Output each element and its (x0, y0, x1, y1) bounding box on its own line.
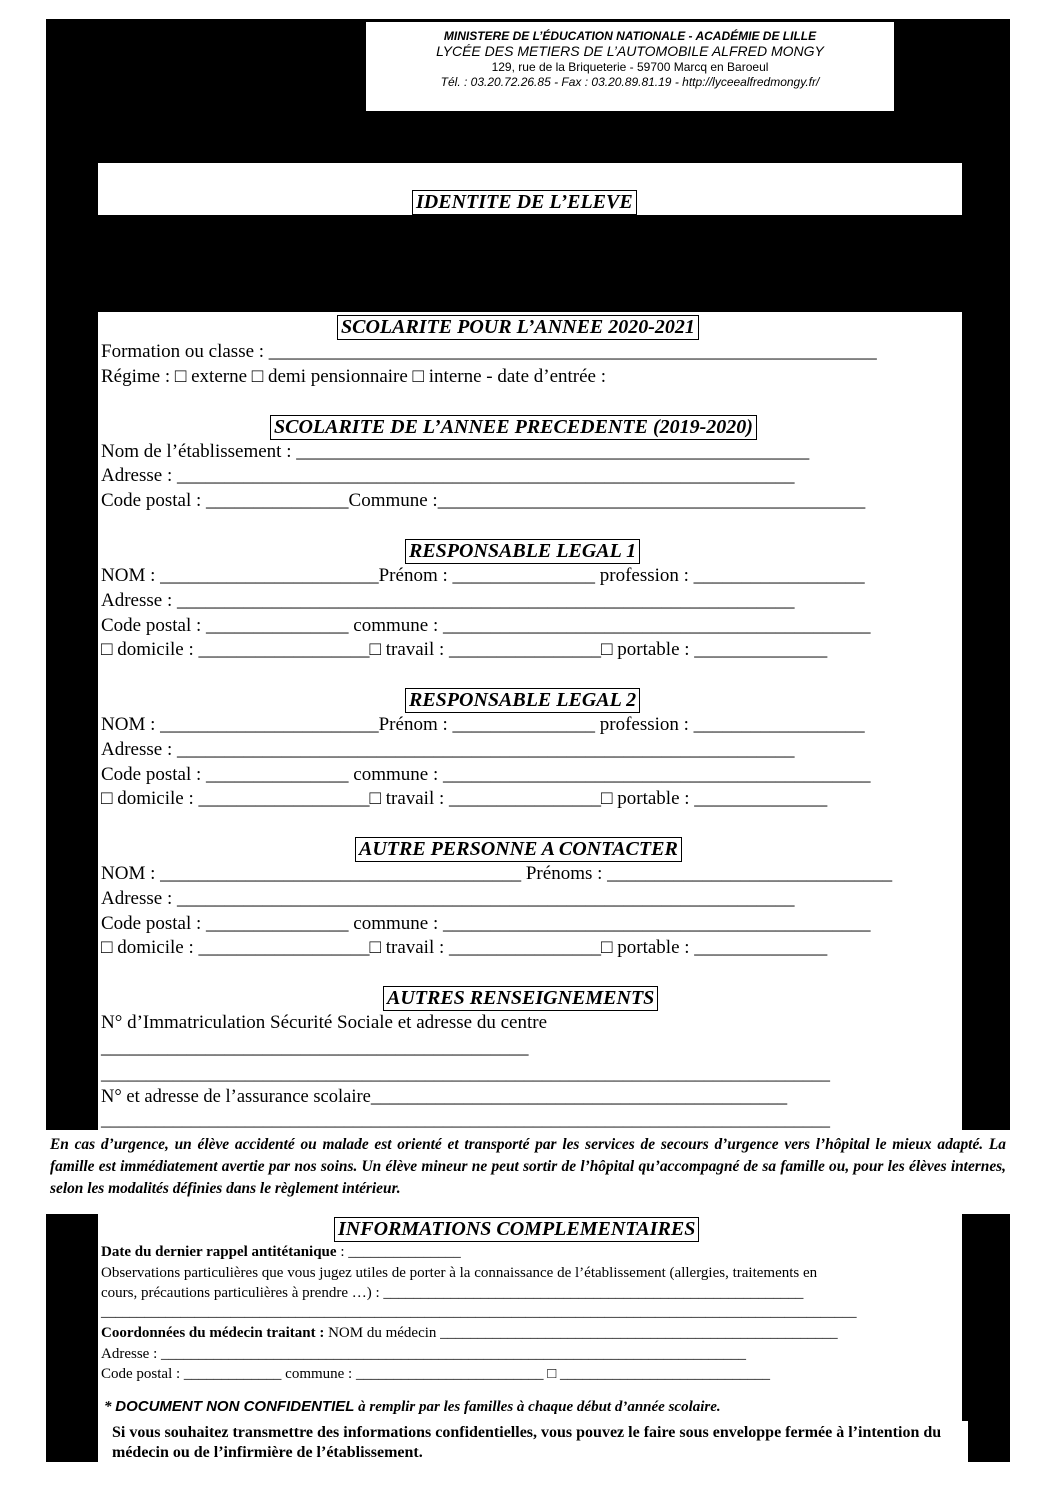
rappel-field[interactable] (101, 1243, 461, 1261)
autre-title: AUTRE PERSONNE A CONTACTER (355, 837, 682, 862)
etablissement-field[interactable]: Nom de l’établissement : ______________________________________________________ (101, 441, 810, 462)
resp1-adresse-field[interactable]: Adresse : _________________________________________________________________ (101, 590, 795, 611)
autre-nom-field[interactable]: NOM : ______________________________________ Prénoms : ______________________________ (101, 863, 893, 884)
star-mark: * (104, 1399, 116, 1415)
autre-adresse-field[interactable]: Adresse : _________________________________________________________________ (101, 888, 795, 909)
black-frame-lower-left (46, 1214, 98, 1462)
non-confidentiel-text: à remplir par les familles à chaque début d’année scolaire. (354, 1399, 721, 1415)
precedente-adresse-field[interactable]: Adresse : _________________________________________________________________ (101, 465, 795, 486)
non-confidentiel-label: DOCUMENT NON CONFIDENTIEL (115, 1398, 355, 1415)
medecin-cp-field[interactable]: Code postal : _____________ commune : _________________________ □ ____________________________ (101, 1366, 771, 1382)
medecin-label: Coordonnées du médecin traitant : (101, 1325, 325, 1341)
medecin-field[interactable] (101, 1324, 838, 1342)
resp1-nom-field[interactable]: NOM : _______________________Prénom : _______________ profession : __________________ (101, 565, 865, 586)
complementaires-title: INFORMATIONS COMPLEMENTAIRES (334, 1217, 699, 1242)
formation-field[interactable]: Formation ou classe : ________________________________________________________________ (101, 341, 877, 362)
confidential-note: Si vous souhaitez transmettre des informations confidentielles, vous pouvez le faire sous enveloppe fermée à l’intention du médecin ou de l’infirmière de l’établissement. (108, 1421, 968, 1473)
school-name: LYCÉE DES METIERS DE L’AUTOMOBILE ALFRED MONGY (436, 43, 824, 59)
rappel-label: Date du dernier rappel antitétanique (101, 1244, 337, 1260)
observations-line1: Observations particulières que vous jugez utiles de porter à la connaissance de l’établissement (allergies, traitements en (101, 1265, 818, 1281)
autre-cp-field[interactable]: Code postal : _______________ commune : _____________________________________________ (101, 913, 871, 934)
medecin-adresse-field[interactable]: Adresse : ______________________________________________________________________________ (101, 1346, 746, 1362)
rappel-value: : _______________ (336, 1244, 461, 1260)
secu-field[interactable]: _____________________________________________ (101, 1037, 529, 1058)
scolarite-title: SCOLARITE POUR L’ANNEE 2020-2021 (337, 315, 699, 340)
renseignements-title: AUTRES RENSEIGNEMENTS (383, 986, 658, 1011)
non-confidentiel-note (104, 1398, 721, 1416)
secu-blank-field[interactable]: _________________________________________________________________________________ (101, 1063, 830, 1083)
school-header (366, 22, 894, 111)
ministry-line: MINISTERE DE L’ÉDUCATION NATIONALE - ACADÉMIE DE LILLE (443, 29, 817, 43)
precedente-cp-field[interactable]: Code postal : _______________Commune :_____________________________________________ (101, 490, 866, 511)
observations-blank-field[interactable]: _________________________________________________________________________________________________________ (101, 1304, 857, 1320)
resp2-tel-field[interactable]: □ domicile : __________________□ travail : ________________□ portable : ______________ (101, 788, 828, 809)
school-contact: Tél. : 03.20.72.26.85 - Fax : 03.20.89.81.19 - http://lyceealfredmongy.fr/ (440, 75, 820, 89)
resp1-cp-field[interactable]: Code postal : _______________ commune : _____________________________________________ (101, 615, 871, 636)
urgence-notice: En cas d’urgence, un élève accidenté ou malade est orienté et transporté par les services de secours d’urgence vers l’hôpital le mieux adapté. La famille est immédiatement avertie par nos soins. Un élève mineur ne peut sortir de l’hôpital qu’accompagné de sa famille ou, pour les élèves internes, selon les modalités définies dans le règlement intérieur. (46, 1130, 1010, 1214)
assurance-blank-field[interactable]: _________________________________________________________________________________ (101, 1109, 830, 1129)
resp1-tel-field[interactable]: □ domicile : __________________□ travail : ________________□ portable : ______________ (101, 639, 828, 660)
precedente-title: SCOLARITE DE L’ANNEE PRECEDENTE (2019-2020) (270, 415, 757, 440)
observations-field[interactable]: cours, précautions particulières à prendre …) : ________________________________________________________ (101, 1285, 804, 1301)
resp2-cp-field[interactable]: Code postal : _______________ commune : _____________________________________________ (101, 764, 871, 785)
medecin-value: NOM du médecin _____________________________________________________ (324, 1325, 838, 1341)
resp1-title: RESPONSABLE LEGAL 1 (405, 539, 640, 564)
secu-label: N° d’Immatriculation Sécurité Sociale et adresse du centre (101, 1012, 548, 1033)
regime-field[interactable]: Régime : □ externe □ demi pensionnaire □ interne - date d’entrée : (101, 366, 607, 387)
school-address: 129, rue de la Briqueterie - 59700 Marcq en Baroeul (491, 60, 769, 74)
black-frame-lower-right (962, 1214, 1010, 1462)
resp2-adresse-field[interactable]: Adresse : _________________________________________________________________ (101, 739, 795, 760)
identite-title: IDENTITE DE L’ELEVE (412, 190, 637, 215)
assurance-field[interactable]: N° et adresse de l’assurance scolaire_____________________________________________ (101, 1087, 788, 1107)
resp2-nom-field[interactable]: NOM : _______________________Prénom : _______________ profession : __________________ (101, 714, 865, 735)
autre-tel-field[interactable]: □ domicile : __________________□ travail : ________________□ portable : ______________ (101, 937, 828, 958)
resp2-title: RESPONSABLE LEGAL 2 (405, 688, 640, 713)
